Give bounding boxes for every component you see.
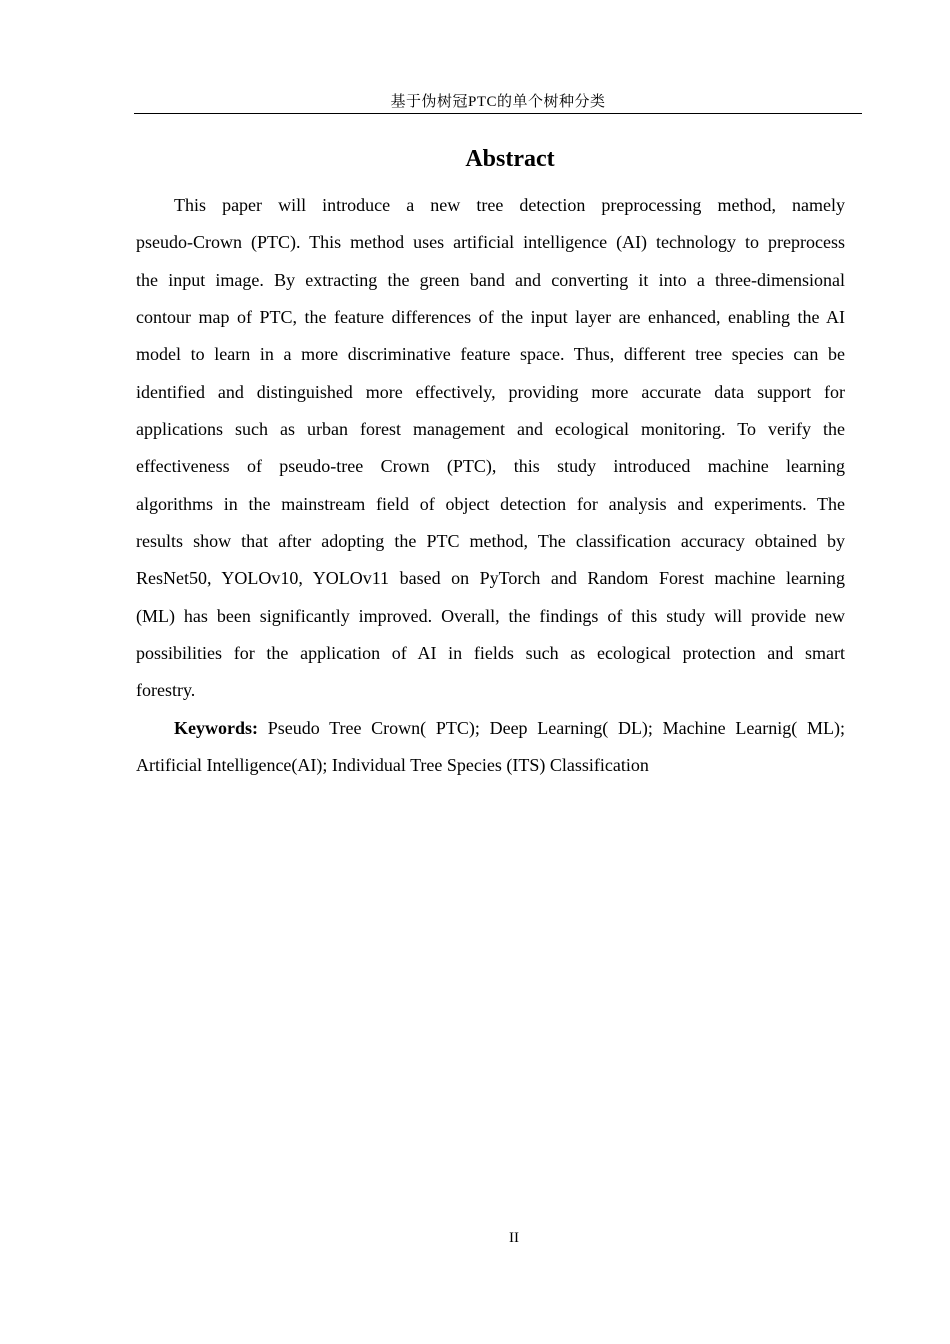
abstract-line: contour map of PTC, the feature differences of the input layer are enhanced, enabling the AI: [136, 307, 845, 328]
abstract-body: [136, 193, 845, 791]
header-rule: [134, 113, 862, 114]
keywords-label: Keywords:: [174, 717, 258, 738]
keywords-line-2: Artificial Intelligence(AI); Individual Tree Species (ITS) Classification: [136, 755, 649, 776]
abstract-line: algorithms in the mainstream field of object detection for analysis and experiments. The: [136, 493, 845, 514]
abstract-line: effectiveness of pseudo-tree Crown (PTC), this study introduced machine learning: [136, 456, 845, 477]
abstract-line: pseudo-Crown (PTC). This method uses artificial intelligence (AI) technology to preprocess: [136, 232, 845, 253]
abstract-line: model to learn in a more discriminative feature space. Thus, different tree species can be: [136, 344, 845, 365]
page-number: II: [509, 1230, 519, 1246]
abstract-line: possibilities for the application of AI in fields such as ecological protection and smart: [136, 643, 845, 664]
abstract-title: Abstract: [465, 146, 555, 172]
abstract-line: ResNet50, YOLOv10, YOLOv11 based on PyTorch and Random Forest machine learning: [136, 568, 845, 589]
keywords-line: [136, 716, 845, 753]
abstract-line: results show that after adopting the PTC method, The classification accuracy obtained by: [136, 531, 845, 552]
abstract-line: (ML) has been significantly improved. Overall, the findings of this study will provide new: [136, 605, 845, 626]
abstract-line: applications such as urban forest management and ecological monitoring. To verify the: [136, 419, 845, 440]
abstract-line: the input image. By extracting the green band and converting it into a three-dimensional: [136, 269, 845, 290]
running-header: 基于伪树冠PTC的单个树种分类: [390, 94, 606, 110]
abstract-line: This paper will introduce a new tree detection preprocessing method, namely: [174, 195, 845, 215]
keywords-text: Pseudo Tree Crown( PTC); Deep Learning( DL); Machine Learnig( ML);: [267, 717, 845, 738]
abstract-line: identified and distinguished more effectively, providing more accurate data support for: [136, 381, 845, 402]
abstract-line: forestry.: [136, 680, 196, 701]
